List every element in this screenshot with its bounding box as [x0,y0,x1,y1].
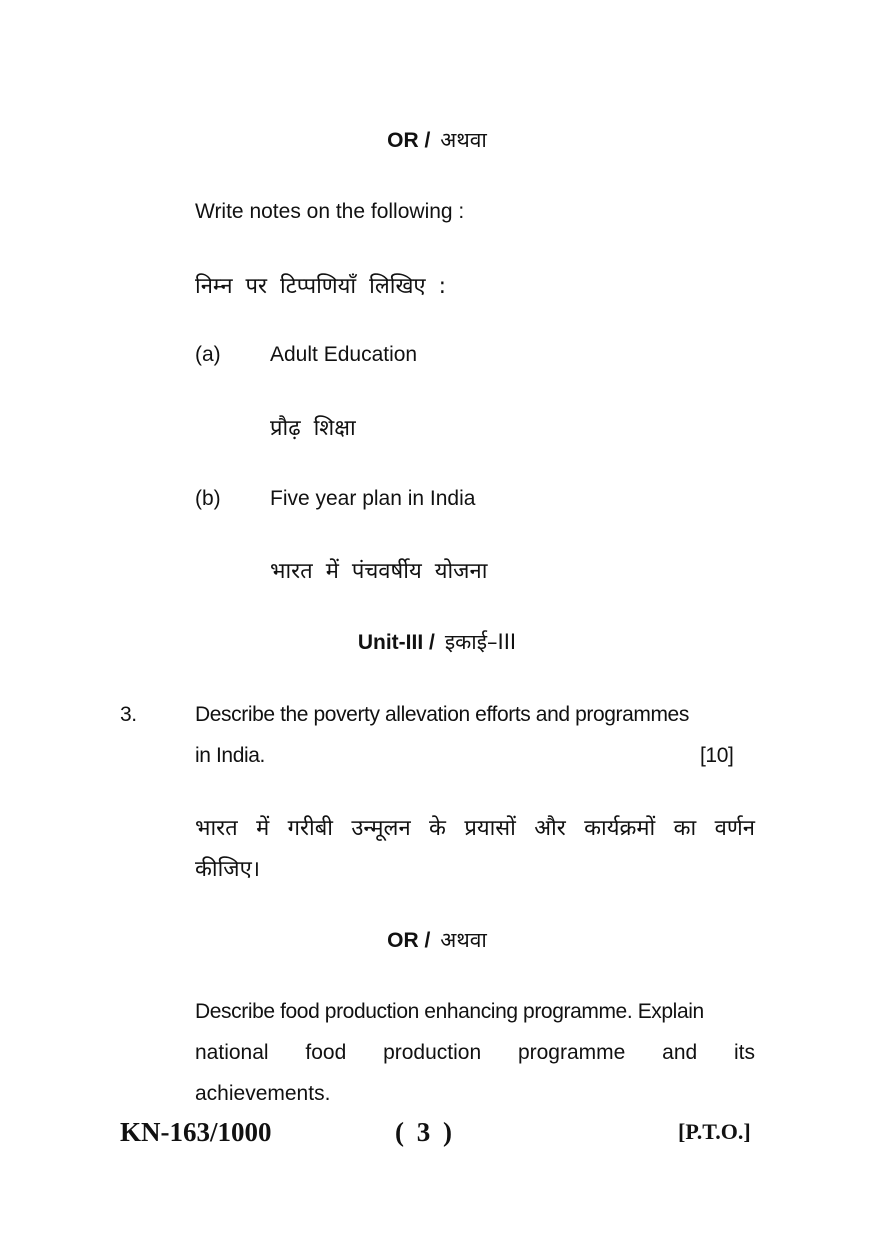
hi-word: प्रयासों [464,816,516,841]
unit-heading-en: Unit-III / [357,631,435,654]
hi-word: में [256,816,270,841]
word: and [662,1041,698,1064]
alt-question-line-2 [195,1041,755,1065]
hi-word: भारत [195,816,238,841]
word: food [305,1041,347,1064]
hi-word: और [534,816,566,841]
page-number: ( 3 ) [395,1117,452,1147]
or-heading-hi: अथवा [440,928,487,952]
alt-question-line-1: Describe food production enhancing programme. Explain [195,1000,704,1023]
or-heading-en: OR / [387,129,431,152]
or-heading-1 [0,126,874,154]
hi-word: कार्यक्रमों [584,816,656,841]
unit-heading-hi: इकाई–III [444,630,517,654]
question-3-marks: [10] [700,744,734,767]
word: programme [517,1041,626,1064]
item-b-en: Five year plan in India [270,487,476,510]
or-heading-hi: अथवा [440,128,487,152]
word: national [195,1041,269,1064]
hi-word: गरीबी [287,816,333,841]
item-b-hi: भारत में पंचवर्षीय योजना [270,559,488,584]
unit-heading [0,628,874,656]
item-a-hi: प्रौढ़ शिक्षा [270,416,356,441]
or-heading-en: OR / [387,929,431,952]
word: production [383,1041,482,1064]
word: its [734,1041,755,1064]
paper-code: KN-163/1000 [120,1117,272,1147]
notes-intro-hi: निम्न पर टिप्पणियाँ लिखिए : [195,274,447,299]
hi-word: उन्मूलन [351,816,411,841]
pto-marker: [P.T.O.] [678,1119,751,1144]
question-3-hi-line-2: कीजिए। [195,857,261,882]
question-3-hi-line-1 [195,812,755,842]
item-b-label: (b) [195,487,221,510]
question-3-line-2: in India. [195,744,265,767]
notes-intro-en: Write notes on the following : [195,200,465,223]
question-3-line-1: Describe the poverty allevation efforts and programmes [195,703,689,726]
hi-word: का [673,816,697,841]
hi-word: के [429,816,446,841]
item-a-label: (a) [195,343,221,366]
or-heading-2 [0,926,874,954]
hi-word: वर्णन [714,816,755,841]
item-a-en: Adult Education [270,343,418,366]
alt-question-line-3: achievements. [195,1082,331,1105]
question-number: 3. [120,703,137,726]
